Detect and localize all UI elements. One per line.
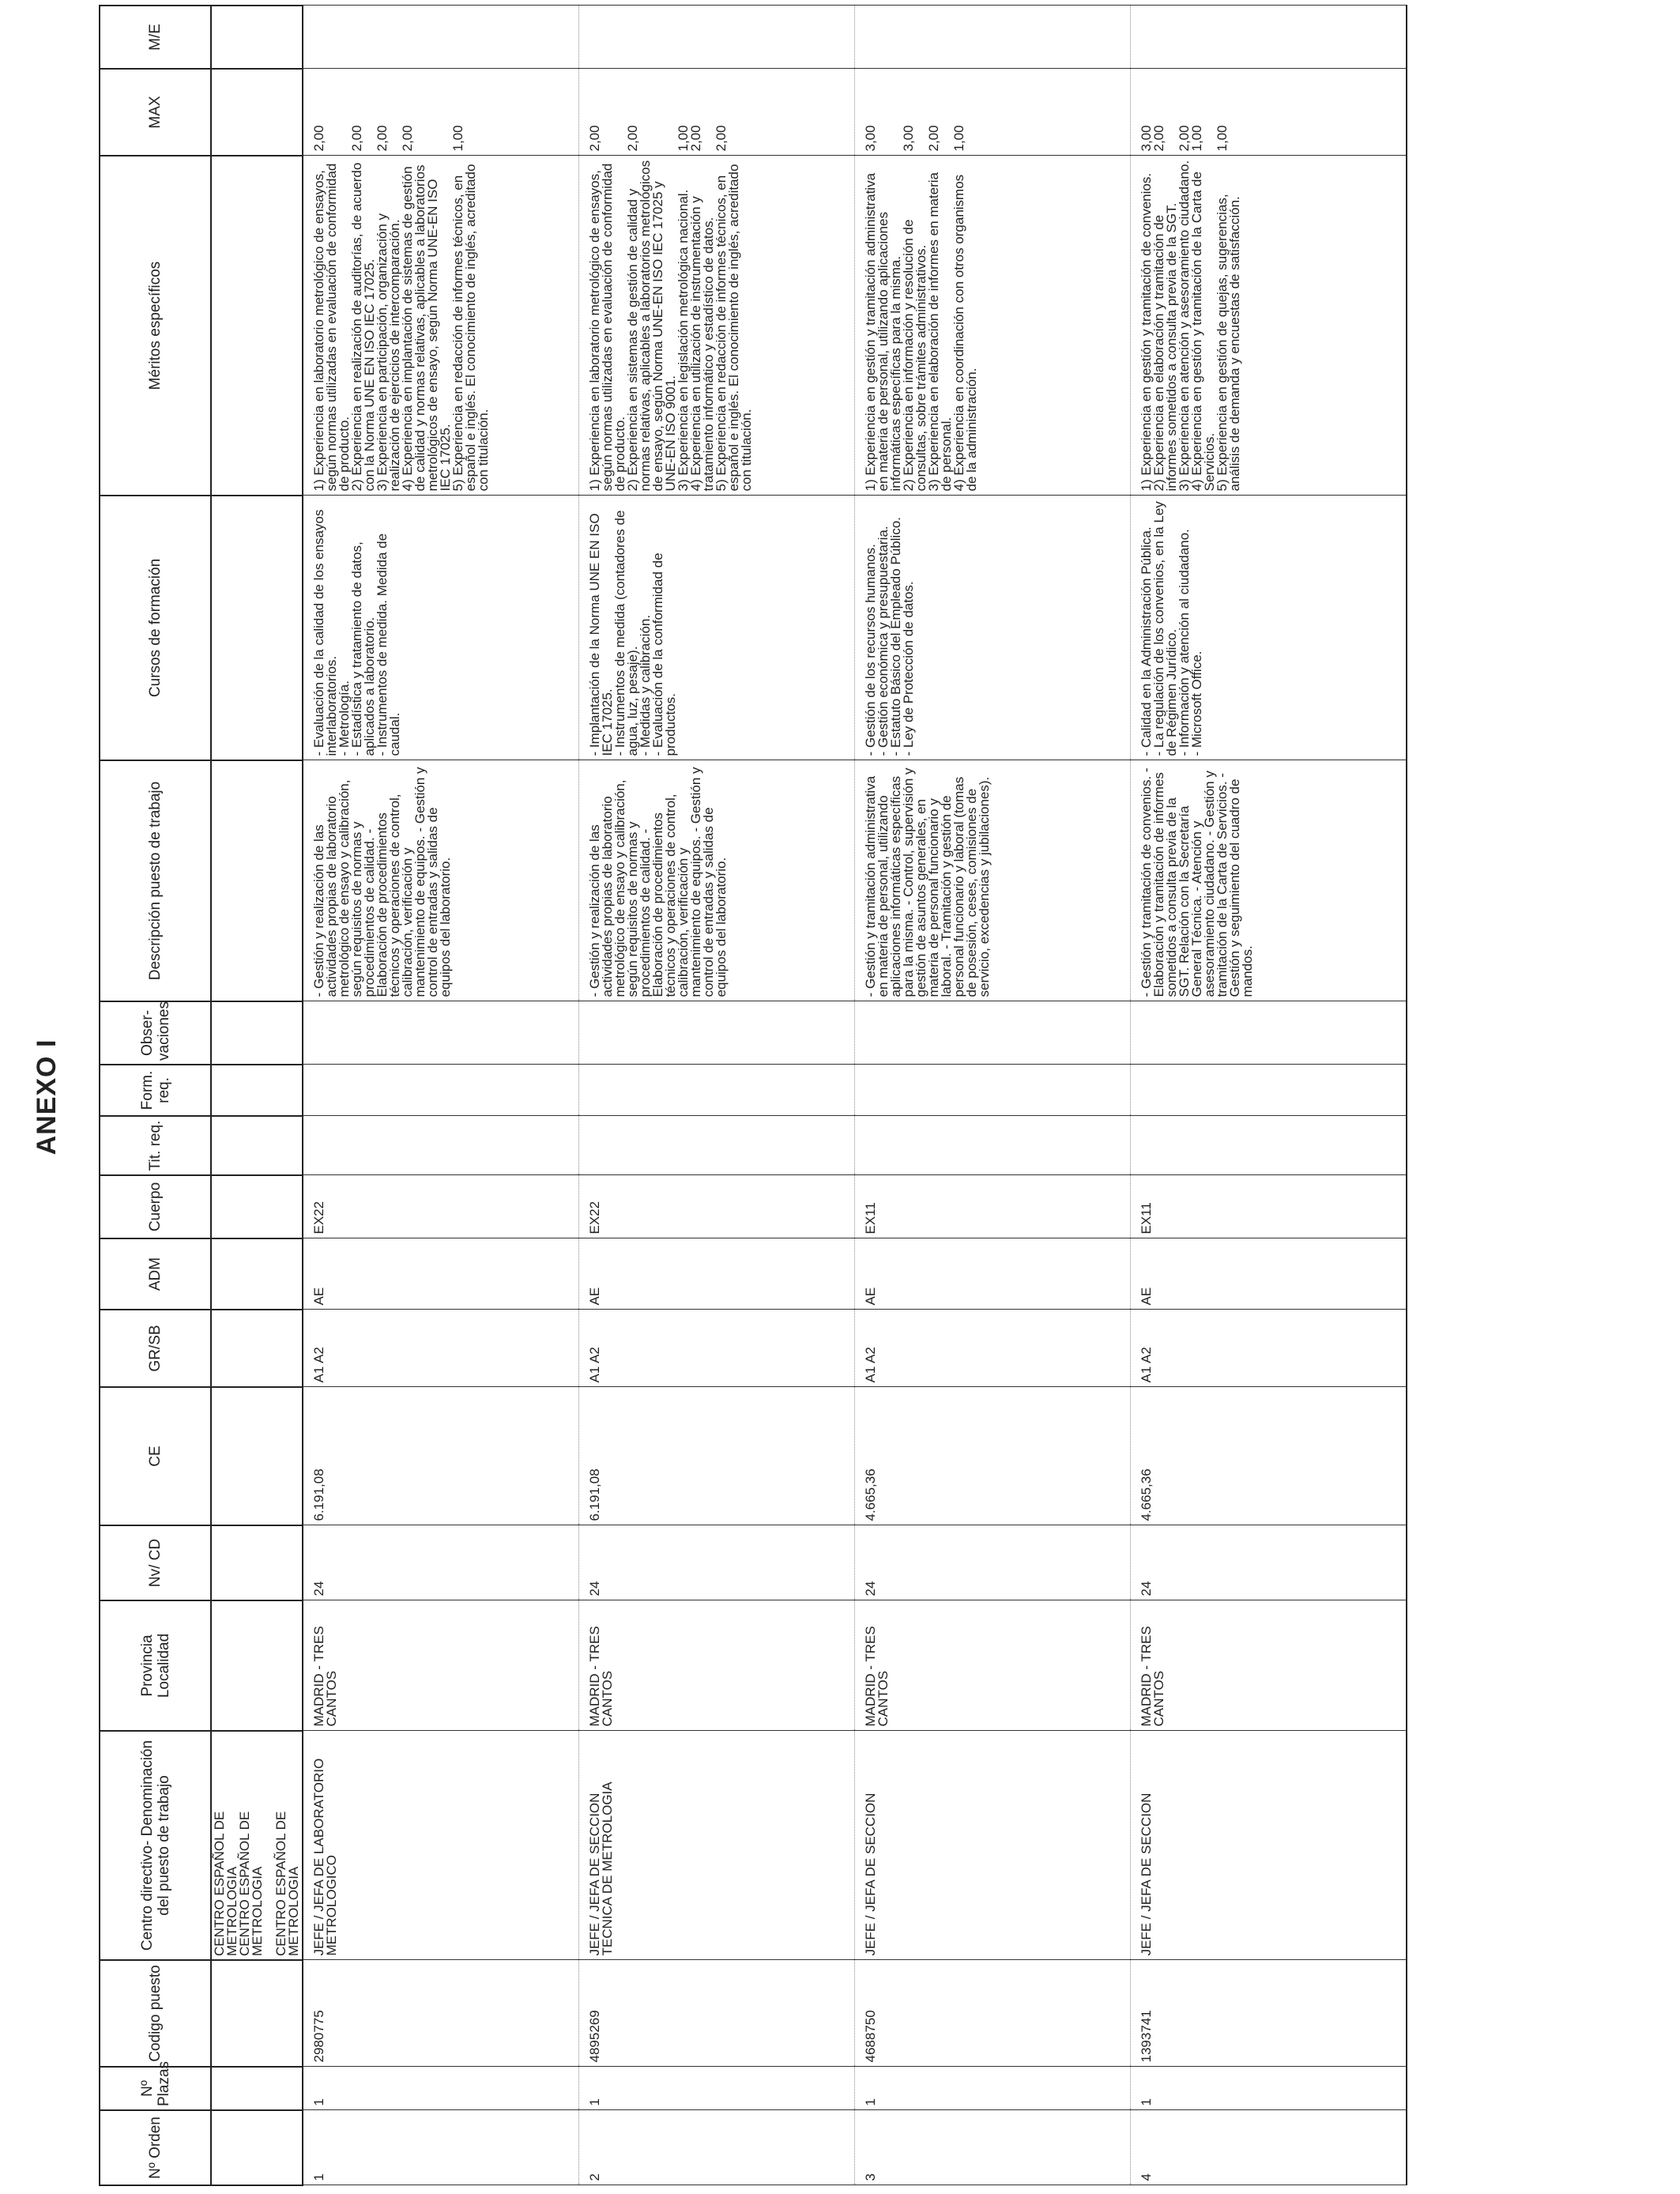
header-tit: Tit. req. (100, 1116, 211, 1175)
cell-provincia: MADRID - TRES CANTOS (579, 1600, 855, 1731)
cell-meritos (579, 156, 855, 496)
cell-descripcion: - Gestión y tramitación administrativa en materia de personal, utilizando aplicaciones informáticas específicas para la misma. - Control, supervisión y gestión de asuntos generales, en materia de personal funcionario y laboral. - Tramitación y gestión de personal funcionario y laboral (tomas de posesión, ceses, comisiones de servicio, excedencias y jubilaciones). (855, 760, 1131, 1001)
cell-cuerpo: EX22 (303, 1175, 579, 1238)
cell-me (855, 6, 1131, 69)
merito-max-value: 3,00 (863, 125, 878, 152)
curso-item: - Estatuto Básico del Empleado Público. (888, 517, 903, 756)
cell-tit (579, 1116, 855, 1175)
centro-line: CENTRO ESPAÑOL DE METROLOGIA (212, 1811, 239, 1956)
cell-tit (303, 1116, 579, 1175)
cell-descripcion: - Gestión y realización de las actividades propias de laboratorio metrológico de ensayo y calibración, según requisitos de normas y procedimientos de calidad. - Elaboración de procedimientos técnicos y operaciones de control, calibración, verificación y mantenimiento de equipos. - Gestión y control de entradas y salidas de equipos del laboratorio. (579, 760, 855, 1001)
cell-denominacion: JEFE / JEFA DE LABORATORIO METROLOGICO (303, 1731, 579, 1960)
cell-meritos (1131, 156, 1407, 496)
cell-max (303, 69, 579, 156)
header-cuerpo: Cuerpo (100, 1175, 211, 1238)
merito-max-value: 1,00 (1189, 125, 1204, 152)
merito-max-value: 3,00 (1139, 125, 1154, 152)
cell-nivel: 24 (1131, 1525, 1407, 1600)
curso-item: - Gestión económica y presupuestaria. (876, 526, 891, 756)
cell-form (855, 1065, 1131, 1116)
merito-max-value: 1,00 (450, 125, 465, 152)
cell-obs (855, 1001, 1131, 1065)
curso-item: - Evaluación de la calidad de los ensayos interlaboratorios. (311, 509, 339, 756)
cell-ce: 6.191,08 (303, 1387, 579, 1525)
merito-item: 1) Experiencia en gestión y tramitación administrativa en materia de personal, utilizando aplicaciones informáticas específicas para la misma. (863, 172, 903, 492)
cell-adm: AE (303, 1238, 579, 1310)
cell-max (579, 69, 855, 156)
centro-line: CENTRO ESPAÑOL DE METROLOGIA (237, 1811, 265, 1956)
cell-provincia: MADRID - TRES CANTOS (303, 1600, 579, 1731)
cell-cuerpo: EX22 (579, 1175, 855, 1238)
merito-max-value: 2,00 (714, 125, 729, 152)
cell-provincia: MADRID - TRES CANTOS (855, 1600, 1131, 1731)
cell-tit (1131, 1116, 1407, 1175)
cell-denominacion: JEFE / JEFA DE SECCION (855, 1731, 1131, 1960)
curso-item: - Instrumentos de medida (contadores de agua, luz, pesaje). (612, 510, 640, 756)
cell-meritos (855, 156, 1131, 496)
cell-gr: A1 A2 (579, 1310, 855, 1387)
header-gr: GR/SB (100, 1310, 211, 1387)
cell-cursos (303, 496, 579, 760)
merito-item: 2) Experiencia en elaboración y tramitación de informes sometidos a consulta previa de la SGT. (1151, 202, 1179, 492)
cell-descripcion: - Gestión y realización de las actividades propias de laboratorio metrológico de ensayo y calibración, según requisitos de normas y procedimientos de calidad. - Elaboración de procedimientos técnicos y operaciones de control, calibración, verificación y mantenimiento de equipos. - Gestión y control de entradas y salidas de equipos del laboratorio. (303, 760, 579, 1001)
cell-ce: 6.191,08 (579, 1387, 855, 1525)
merito-max-value: 1,00 (1215, 125, 1230, 152)
curso-item: - Medidas y calibración. (638, 614, 653, 756)
cell-form (303, 1065, 579, 1116)
cell-nivel: 24 (303, 1525, 579, 1600)
cell-plazas: 1 (303, 2067, 579, 2110)
cell-cursos (1131, 496, 1407, 760)
merito-max-value: 2,00 (625, 125, 640, 152)
merito-item: 4) Experiencia en implantación de sistemas de gestión de calidad y normas relativas, aplicables a laboratorios metrológicos de ensayo, según Norma UNE-EN ISO IEC 17025. (400, 164, 453, 492)
subheader-row (211, 6, 303, 2185)
header-max: MAX (100, 69, 211, 156)
cell-me (579, 6, 855, 69)
header-centro: Centro directivo- Denominación del puesto de trabajo (100, 1731, 211, 1960)
cell-plazas: 1 (579, 2067, 855, 2110)
cell-plazas: 1 (855, 2067, 1131, 2110)
table-row (579, 6, 855, 2185)
curso-item: - Metrología. (337, 680, 352, 756)
merito-item: 3) Experiencia en legislación metrológica nacional. (676, 189, 691, 492)
cell-codigo: 4688750 (855, 1960, 1131, 2067)
centro-line: CENTRO ESPAÑOL DE METROLOGIA (273, 1811, 301, 1956)
cell-codigo: 4895269 (579, 1960, 855, 2067)
merito-max-value: 2,00 (349, 125, 364, 152)
merito-item: 1) Experiencia en gestión y tramitación de convenios. (1139, 172, 1154, 492)
header-codigo: Codigo puesto (100, 1960, 211, 2067)
merito-max-value: 2,00 (311, 125, 326, 152)
cell-gr: A1 A2 (855, 1310, 1131, 1387)
merito-max-value: 2,00 (926, 125, 941, 152)
centro-directivo-cell (211, 1731, 303, 1960)
cell-provincia: MADRID - TRES CANTOS (1131, 1600, 1407, 1731)
cell-obs (303, 1001, 579, 1065)
curso-item: - Evaluación de la conformidad de productos. (650, 552, 678, 756)
cell-obs (1131, 1001, 1407, 1065)
cell-max (1131, 69, 1407, 156)
cell-nivel: 24 (579, 1525, 855, 1600)
curso-item: - Ley de Protección de datos. (901, 581, 916, 756)
curso-item: - Estadística y tratamiento de datos, aplicados a laboratorio. (349, 541, 377, 756)
cell-max (855, 69, 1131, 156)
cell-me (303, 6, 579, 69)
merito-max-value: 2,00 (375, 125, 390, 152)
merito-max-value: 1,00 (676, 125, 691, 152)
table-header (100, 6, 303, 2185)
merito-item: 2) Experiencia en sistemas de gestión de calidad y normas relativas, aplicables a laboratorios metrológicos de ensayo, según Norma UNE-EN ISO IEC 17025 y UNE-EN ISO 9001. (625, 160, 678, 492)
cell-codigo: 2980775 (303, 1960, 579, 2067)
cell-me (1131, 6, 1407, 69)
cell-ce: 4.665,36 (1131, 1387, 1407, 1525)
merito-item: 1) Experiencia en laboratorio metrológico de ensayos, según normas utilizadas en evaluación de conformidad de producto. (311, 163, 352, 492)
merito-max-value: 2,00 (1177, 125, 1192, 152)
table-row (1131, 6, 1407, 2185)
cell-orden: 2 (579, 2110, 855, 2185)
merito-max-value: 3,00 (901, 125, 916, 152)
cell-descripcion: - Gestión y tramitación de convenios. - Elaboración y tramitación de informes sometidos a consulta previa de la SGT. Relación con la Secretaría General Técnica. - Atención y asesoramiento ciudadano. - Gestión y tramitación de la Carta de Servicios. - Gestión y seguimiento del cuadro de mandos. (1131, 760, 1407, 1001)
merito-item: 5) Experiencia en redacción de informes técnicos, en español e inglés. El conocimiento de inglés, acreditado con titulación. (450, 164, 491, 492)
merito-max-value: 2,00 (1151, 125, 1166, 152)
cell-form (1131, 1065, 1407, 1116)
cell-gr: A1 A2 (303, 1310, 579, 1387)
table-row (303, 6, 579, 2185)
merito-item: 1) Experiencia en laboratorio metrológico de ensayos, según normas utilizadas en evaluación de conformidad de producto. (587, 163, 627, 492)
cell-meritos (303, 156, 579, 496)
curso-item: - La regulación de los convenios, en la Ley de Régimen Jurídico. (1151, 501, 1179, 756)
header-plazas: Nº Plazas (100, 2067, 211, 2110)
header-me: M/E (100, 6, 211, 69)
cell-form (579, 1065, 855, 1116)
header-adm: ADM (100, 1238, 211, 1310)
cell-adm: AE (855, 1238, 1131, 1310)
header-nivel: Nv/ CD (100, 1525, 211, 1600)
merito-max-value: 2,00 (400, 125, 415, 152)
merito-item: 2) Experiencia en realización de auditorías, de acuerdo con la Norma UNE EN ISO IEC 17025. (349, 162, 377, 492)
cell-denominacion: JEFE / JEFA DE SECCION (1131, 1731, 1407, 1960)
cell-plazas: 1 (1131, 2067, 1407, 2110)
curso-item: - Implantación de la Norma UNE EN ISO IEC 17025. (587, 513, 615, 756)
cell-adm: AE (1131, 1238, 1407, 1310)
cell-cuerpo: EX11 (1131, 1175, 1407, 1238)
table-row (855, 6, 1131, 2185)
cell-codigo: 1393741 (1131, 1960, 1407, 2067)
curso-item: - Instrumentos de medida. Medida de caudal. (375, 533, 402, 756)
merito-max-value: 2,00 (688, 125, 703, 152)
table-body (303, 6, 1407, 2185)
merito-max-value: 1,00 (951, 125, 966, 152)
merito-max-value: 2,00 (587, 125, 602, 152)
cell-adm: AE (579, 1238, 855, 1310)
cell-tit (855, 1116, 1131, 1175)
cell-cursos (579, 496, 855, 760)
page-title: ANEXO I (32, 1039, 62, 1155)
cell-denominacion: JEFE / JEFA DE SECCION TECNICA DE METROLOGIA (579, 1731, 855, 1960)
cell-gr: A1 A2 (1131, 1310, 1407, 1387)
header-meritos: Méritos específicos (100, 156, 211, 496)
cell-orden: 3 (855, 2110, 1131, 2185)
header-form: Form. req. (100, 1065, 211, 1116)
merito-item: 4) Experiencia en gestión y tramitación de la Carta de Servicios. (1189, 172, 1217, 492)
merito-item: 5) Experiencia en redacción de informes técnicos, en español e inglés. El conocimiento de inglés, acreditado con titulación. (714, 164, 754, 492)
positions-table (99, 5, 1407, 2186)
header-orden: Nº Orden (100, 2110, 211, 2185)
curso-item: - Gestión de los recursos humanos. (863, 544, 878, 756)
cell-ce: 4.665,36 (855, 1387, 1131, 1525)
header-provincia: Provincia Localidad (100, 1600, 211, 1731)
merito-item: 2) Experiencia en información y resolución de consultas, sobre trámites administrativos. (901, 219, 929, 492)
cell-orden: 1 (303, 2110, 579, 2185)
header-obs: Obser- vaciones (100, 1001, 211, 1065)
cell-nivel: 24 (855, 1525, 1131, 1600)
curso-item: - Información y atención al ciudadano. (1177, 529, 1192, 756)
merito-item: 4) Experiencia en coordinación con otros organismos de la administración. (951, 174, 979, 492)
cell-orden: 4 (1131, 2110, 1407, 2185)
cell-cuerpo: EX11 (855, 1175, 1131, 1238)
merito-item: 3) Experiencia en elaboración de informes en materia de personal. (926, 172, 954, 492)
cell-obs (579, 1001, 855, 1065)
merito-item: 4) Experiencia en utilización de instrumentación y tratamiento informático y estadístico de datos. (688, 196, 716, 492)
merito-item: 3) Experiencia en participación, organización y realización de ejercicios de intercomparación. (375, 213, 402, 492)
curso-item: - Microsoft Office. (1189, 650, 1204, 756)
merito-item: 3) Experiencia en atención y asesoramiento ciudadano. (1177, 160, 1192, 492)
header-descripcion: Descripción puesto de trabajo (100, 760, 211, 1001)
curso-item: - Calidad en la Administración Pública. (1139, 526, 1154, 756)
header-ce: CE (100, 1387, 211, 1525)
header-cursos: Cursos de formación (100, 496, 211, 760)
merito-item: 5) Experiencia en gestión de quejas, sugerencias, análisis de demanda y encuestas de satisfacción. (1215, 194, 1242, 492)
cell-cursos (855, 496, 1131, 760)
